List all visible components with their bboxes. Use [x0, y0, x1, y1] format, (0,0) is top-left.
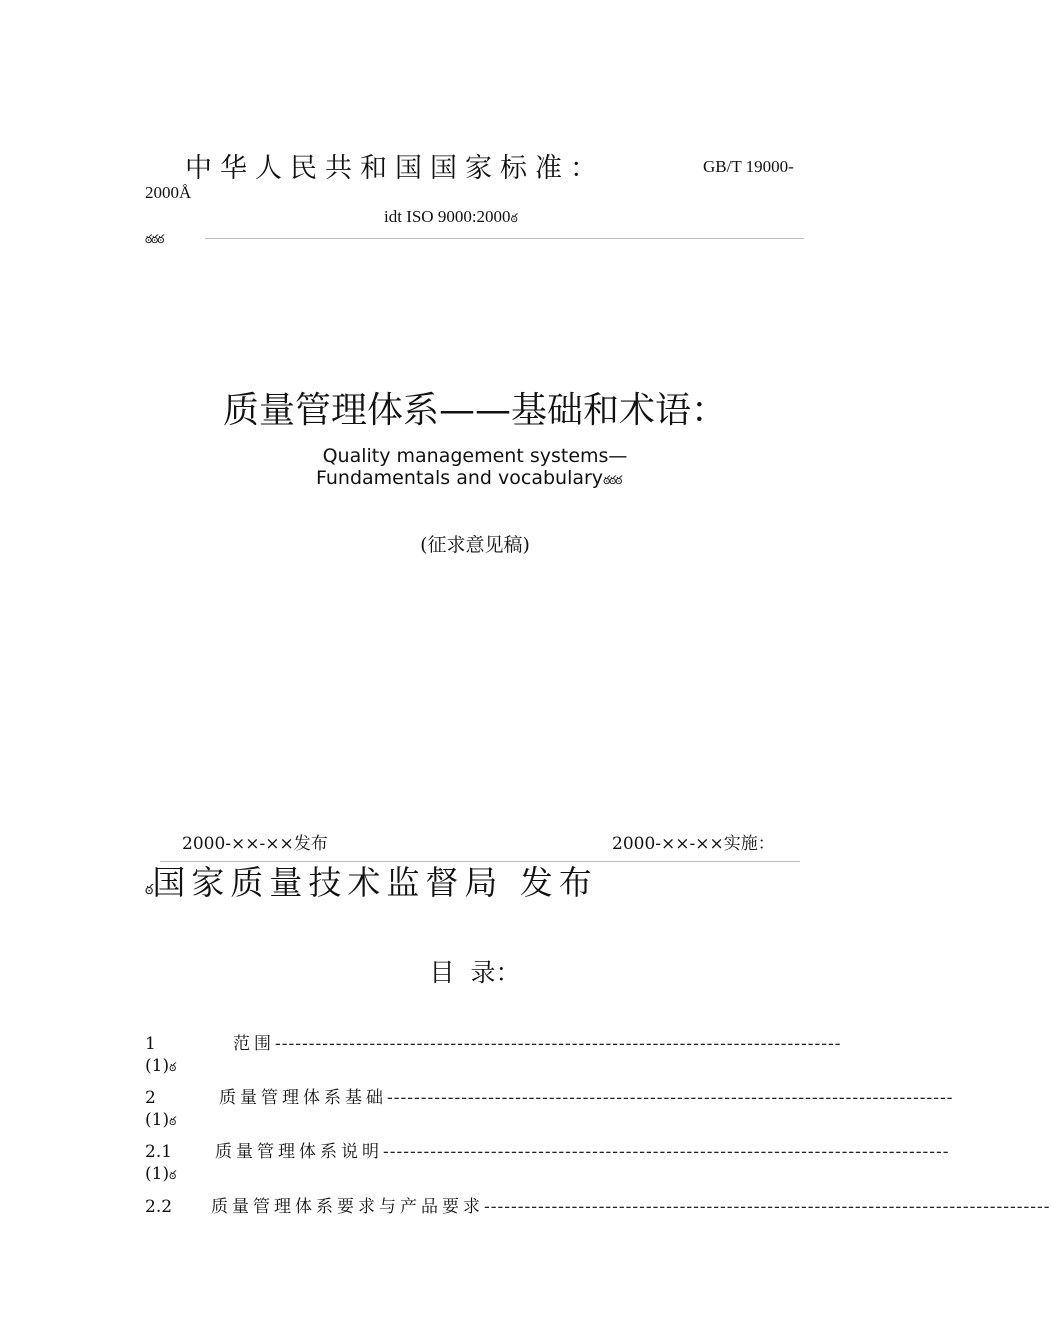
issuer — [145, 857, 598, 904]
toc-item-number: 2.1 — [145, 1142, 173, 1162]
paragraph-marks-icon: ఠఠఠ — [603, 473, 622, 487]
document-title-en-line2-text: Fundamentals and vocabulary — [316, 467, 604, 489]
paragraph-mark-icon: ఠ — [169, 1168, 176, 1182]
toc-item-number: 1 — [145, 1034, 156, 1054]
toc-item[interactable] — [145, 1029, 842, 1054]
toc-item-page — [145, 1110, 175, 1131]
toc-item-page — [145, 1056, 175, 1077]
toc-item-number: 2 — [145, 1088, 156, 1108]
document-title-en-line1: Quality management systems— — [322, 445, 628, 467]
standard-code-continued: 2000Å — [145, 183, 192, 202]
idt-reference — [384, 207, 517, 228]
toc-item[interactable] — [145, 1083, 954, 1108]
standard-title: 中华人民共和国国家标准： — [185, 153, 605, 184]
toc-leader: ------------------------------------------------------------------------------------ — [387, 1088, 954, 1108]
toc-leader: ------------------------------------------------------------------------------------ — [275, 1034, 842, 1054]
paragraph-mark-icon: ఠ — [510, 211, 517, 225]
standard-code: GB/T 19000- — [703, 157, 794, 176]
toc-item-page — [145, 1164, 175, 1185]
issuer-text: 国家质量技术监督局 发布 — [152, 863, 598, 902]
document-title-zh: 质量管理体系——基础和术语： — [222, 390, 727, 431]
header-divider — [205, 238, 804, 239]
paragraph-mark-icon: ఠ — [145, 882, 153, 898]
toc-item[interactable] — [145, 1192, 1051, 1217]
toc-page-number: (1) — [145, 1110, 170, 1130]
toc-leader: ------------------------------------------------------------------------------------ — [484, 1197, 1051, 1217]
toc-title: 目 录： — [429, 958, 521, 987]
paragraph-mark-icon: ఠ — [169, 1060, 176, 1074]
toc-item-text: 质量管理体系要求与产品要求 — [211, 1197, 484, 1217]
toc-item-text: 范围 — [233, 1034, 275, 1054]
toc-item-text: 质量管理体系基础 — [219, 1088, 387, 1108]
idt-text: idt ISO 9000:2000 — [384, 207, 511, 226]
issue-date: 2000-××-××发布 — [182, 834, 328, 854]
toc-item-number: 2.2 — [145, 1197, 173, 1217]
toc-item[interactable] — [145, 1137, 950, 1162]
paragraph-marks-icon: ఠఠఠ — [145, 232, 164, 246]
implementation-date: 2000-××-××实施： — [612, 834, 775, 854]
paragraph-mark-icon: ఠ — [169, 1114, 176, 1128]
draft-label: (征求意见稿) — [420, 534, 530, 556]
toc-leader: ------------------------------------------------------------------------------------ — [383, 1142, 950, 1162]
toc-page-number: (1) — [145, 1164, 170, 1184]
toc-page-number: (1) — [145, 1056, 170, 1076]
document-title-en-line2 — [316, 467, 621, 490]
toc-item-text: 质量管理体系说明 — [215, 1142, 383, 1162]
